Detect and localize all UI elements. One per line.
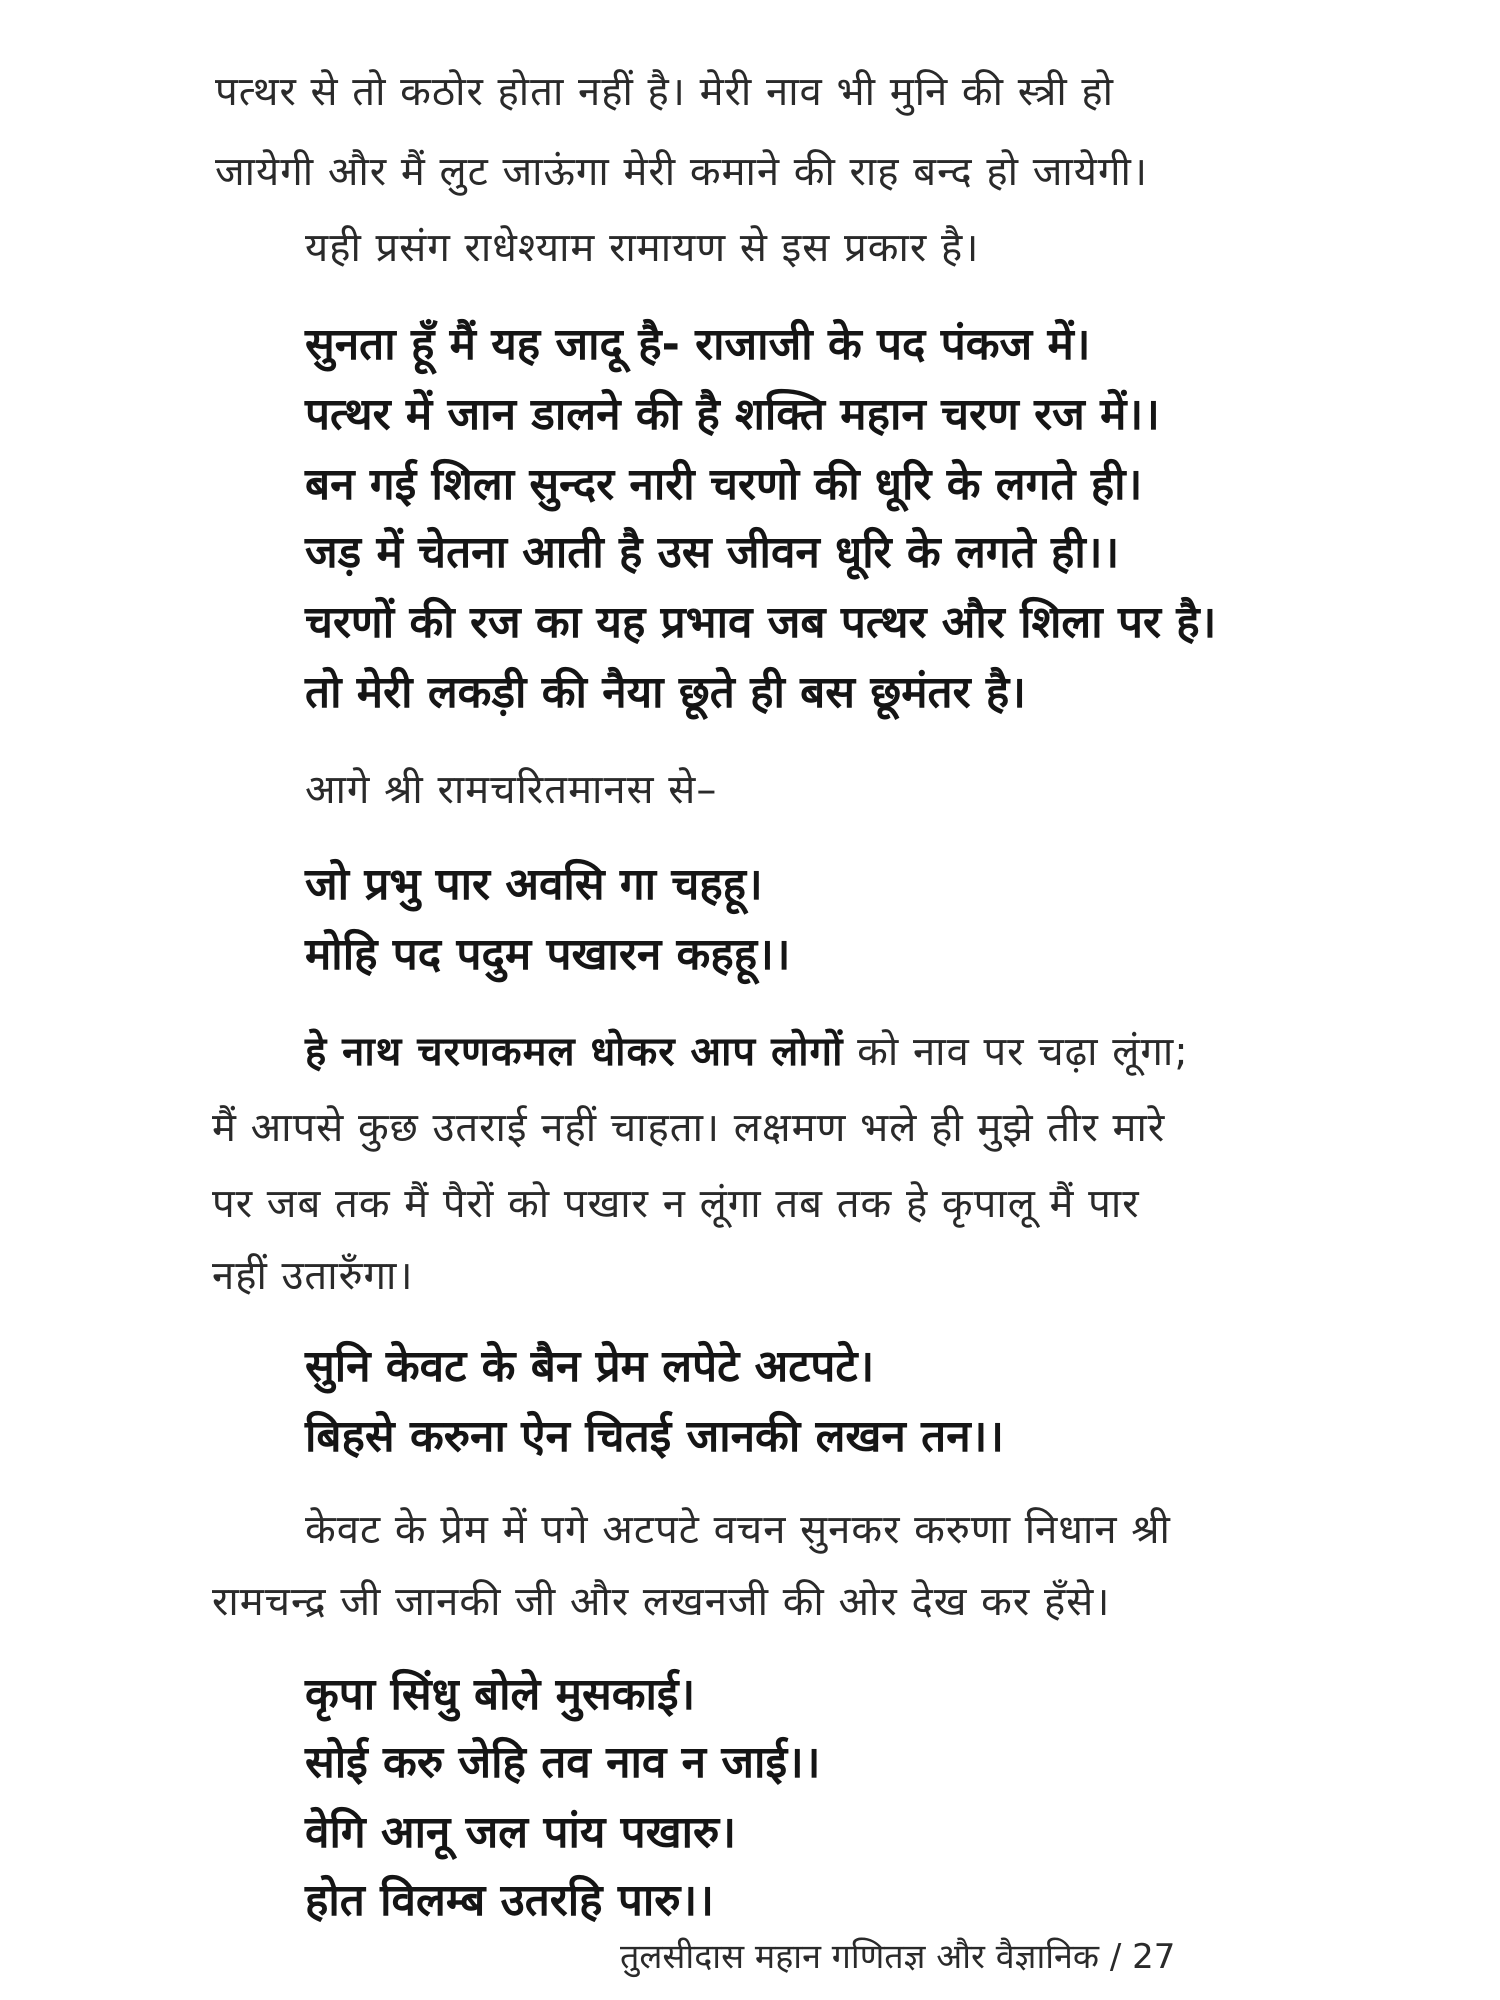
- verse-line: तो मेरी लकड़ी की नैया छूते ही बस छूमंतर है।: [305, 667, 1026, 718]
- verse-line: मोहि पद पदुम पखारन कहहू।।: [305, 929, 791, 980]
- prose-line: रामचन्द्र जी जानकी जी और लखनजी की ओर देख कर हँसे।: [212, 1579, 1111, 1625]
- verse-line: पत्थर में जान डालने की है शक्ति महान चरण रज में।।: [305, 389, 1160, 440]
- prose-line: पत्थर से तो कठोर होता नहीं है। मेरी नाव भी मुनि की स्त्री हो: [215, 69, 1115, 115]
- verse-line: जो प्रभु पार अवसि गा चहहू।: [305, 859, 763, 910]
- bold-phrase: हे नाथ चरणकमल धोकर आप लोगों: [305, 1029, 844, 1075]
- prose-line: नहीं उतारुँगा।: [212, 1253, 414, 1299]
- verse-line: बन गई शिला सुन्दर नारी चरणो की धूरि के लगते ही।: [305, 459, 1143, 510]
- verse-line: सोई करु जेहि तव नाव न जाई।।: [305, 1737, 821, 1788]
- book-title: तुलसीदास महान गणितज्ञ और वैज्ञानिक: [620, 1937, 1100, 1977]
- prose-line: यही प्रसंग राधेश्याम रामायण से इस प्रकार है।: [305, 225, 980, 271]
- verse-line: सुनता हूँ मैं यह जादू है- राजाजी के पद पंकज में।: [305, 319, 1091, 370]
- verse-line: वेगि आनू जल पांय पखारु।: [305, 1807, 737, 1858]
- prose-line: [305, 1022, 1189, 1077]
- prose-line: आगे श्री रामचरितमानस से–: [305, 767, 718, 813]
- verse-line: होत विलम्ब उतरहि पारु।।: [305, 1875, 714, 1926]
- verse-line: बिहसे करुना ऐन चितई जानकी लखन तन।।: [305, 1411, 1004, 1462]
- prose-line: केवट के प्रेम में पगे अटपटे वचन सुनकर करुणा निधान श्री: [305, 1507, 1171, 1553]
- footer-separator: /: [1109, 1937, 1122, 1977]
- verse-line: जड़ में चेतना आती है उस जीवन धूरि के लगते ही।।: [305, 527, 1120, 578]
- page-footer: [620, 1932, 1175, 1978]
- verse-line: सुनि केवट के बैन प्रेम लपेटे अटपटे।: [305, 1341, 875, 1392]
- prose-text: को नाव पर चढ़ा लूंगा;: [843, 1029, 1189, 1075]
- prose-line: जायेगी और मैं लुट जाऊंगा मेरी कमाने की राह बन्द हो जायेगी।: [215, 149, 1148, 195]
- prose-line: मैं आपसे कुछ उतराई नहीं चाहता। लक्षमण भले ही मुझे तीर मारे: [212, 1105, 1166, 1151]
- page-number: 27: [1132, 1937, 1176, 1977]
- verse-line: चरणों की रज का यह प्रभाव जब पत्थर और शिला पर है।: [305, 597, 1217, 648]
- prose-line: पर जब तक मैं पैरों को पखार न लूंगा तब तक हे कृपालू मैं पार: [212, 1181, 1140, 1227]
- verse-line: कृपा सिंधु बोले मुसकाई।: [305, 1669, 696, 1720]
